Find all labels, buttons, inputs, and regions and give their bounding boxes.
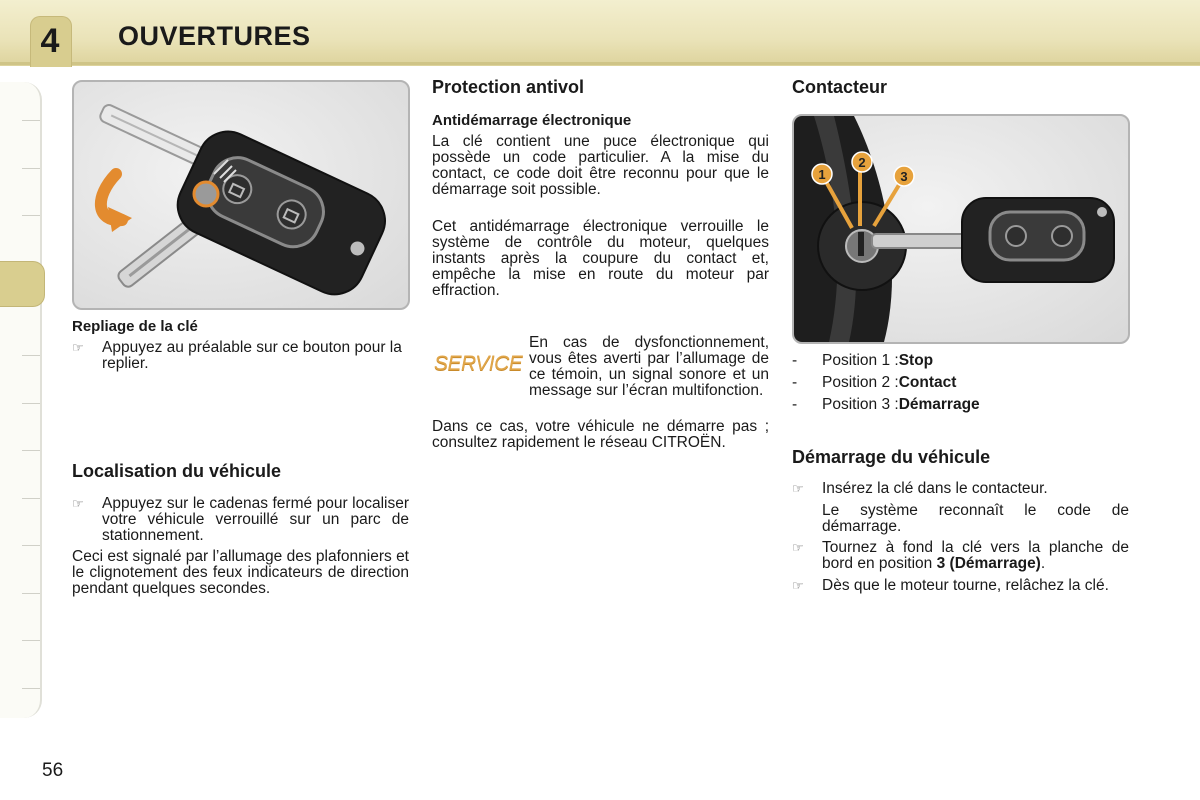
paragraph: Cet antidémarrage électronique verrouille le système de contrôle du moteur, quelques instants après la coupure du contact et, empêche la mise en route du moteur par effraction.: [432, 218, 769, 299]
pointing-hand-icon: ☞: [792, 578, 804, 593]
bullet-text: Appuyez sur le cadenas fermé pour localiser votre véhicule verrouillé sur un parc de stationnement.: [102, 495, 409, 544]
bullet-text-suffix: .: [1040, 555, 1046, 572]
caption-title: Repliage de la clé: [72, 318, 198, 335]
position-list: [792, 350, 1129, 416]
dash-marker: -: [792, 352, 798, 369]
header-rule: [0, 62, 1200, 65]
bullet-text-prefix: Tournez à fond la clé vers la planche de bord en position: [822, 539, 1129, 572]
list-item: [792, 372, 1129, 394]
thumb-index-tick: [22, 355, 40, 356]
thumb-index-tick: [22, 168, 40, 169]
service-warning-lamp: SERVICE: [434, 352, 523, 375]
section-title-protection: Protection antivol: [432, 77, 585, 97]
bullet-text: Dès que le moteur tourne, relâchez la clé.: [822, 577, 1109, 594]
thumb-index-tick: [22, 498, 40, 499]
chapter-number: 4: [40, 22, 60, 60]
thumb-index-strip: [0, 82, 42, 718]
bullet-text: Insérez la clé dans le contacteur.: [822, 480, 1048, 497]
pointing-hand-icon: ☞: [792, 540, 804, 555]
thumb-index-tick: [22, 450, 40, 451]
list-item: [792, 350, 1129, 372]
folding-key-icon: [74, 82, 408, 308]
position-label: Position 3 :: [822, 396, 899, 413]
bullet-note: Le système reconnaît le code de démarrage.: [822, 502, 1129, 535]
bullet-text: [822, 540, 1129, 572]
position-label: Position 1 :: [822, 352, 899, 369]
page-number: 56: [42, 760, 64, 781]
subsection-title: Antidémarrage électronique: [432, 112, 632, 129]
ignition-switch-icon: [794, 116, 1128, 342]
thumb-index-tick: [22, 403, 40, 404]
callout-1: 1: [818, 167, 826, 182]
thumb-index-tick: [22, 545, 40, 546]
pointing-hand-icon: ☞: [72, 340, 84, 355]
position-label: Position 2 :: [822, 374, 899, 391]
list-item: [72, 496, 409, 544]
section-title-localisation: Localisation du véhicule: [72, 461, 282, 481]
thumb-index-tick: [22, 640, 40, 641]
paragraph: Dans ce cas, votre véhicule ne démarre pas ; consultez rapidement le réseau CITROËN.: [432, 418, 769, 451]
list-item: [792, 540, 1129, 572]
bullet-text: Appuyez au préalable sur ce bouton pour la replier.: [102, 339, 402, 372]
position-value: Contact: [898, 374, 957, 391]
pointing-hand-icon: ☞: [72, 496, 84, 511]
list-item: [792, 578, 1129, 594]
thumb-index-tick: [22, 593, 40, 594]
chapter-title: OUVERTURES: [118, 21, 311, 51]
bullet-text-bold: 3 (Démarrage): [936, 555, 1041, 572]
thumb-index-tick: [22, 688, 40, 689]
section-title-demarrage: Démarrage du véhicule: [792, 447, 991, 467]
list-item: [792, 394, 1129, 416]
dash-marker: -: [792, 374, 798, 391]
section-title-contacteur: Contacteur: [792, 77, 888, 97]
position-value: Démarrage: [898, 396, 980, 413]
callout-2: 2: [858, 155, 866, 170]
list-item: [792, 481, 1129, 497]
paragraph: En cas de dysfonctionnement, vous êtes averti par l’allumage de ce témoin, un signal sonore et un message sur l’écran multifonction.: [529, 334, 769, 399]
dash-marker: -: [792, 396, 798, 413]
list-item: [72, 340, 409, 372]
pointing-hand-icon: ☞: [792, 481, 804, 496]
position-value: Stop: [898, 352, 934, 369]
paragraph: La clé contient une puce électronique qui possède un code particulier. A la mise du contact, ce code doit être reconnu pour que le démarrage soit possible.: [432, 133, 769, 198]
thumb-index-active-tab: [0, 261, 45, 307]
thumb-index-tick: [22, 120, 40, 121]
ignition-illustration: [792, 114, 1130, 344]
key-fold-illustration: [72, 80, 410, 310]
paragraph: Ceci est signalé par l’allumage des plafonniers et le clignotement des feux indicateurs de direction pendant quelques secondes.: [72, 548, 409, 597]
thumb-index-tick: [22, 215, 40, 216]
callout-3: 3: [900, 169, 908, 184]
